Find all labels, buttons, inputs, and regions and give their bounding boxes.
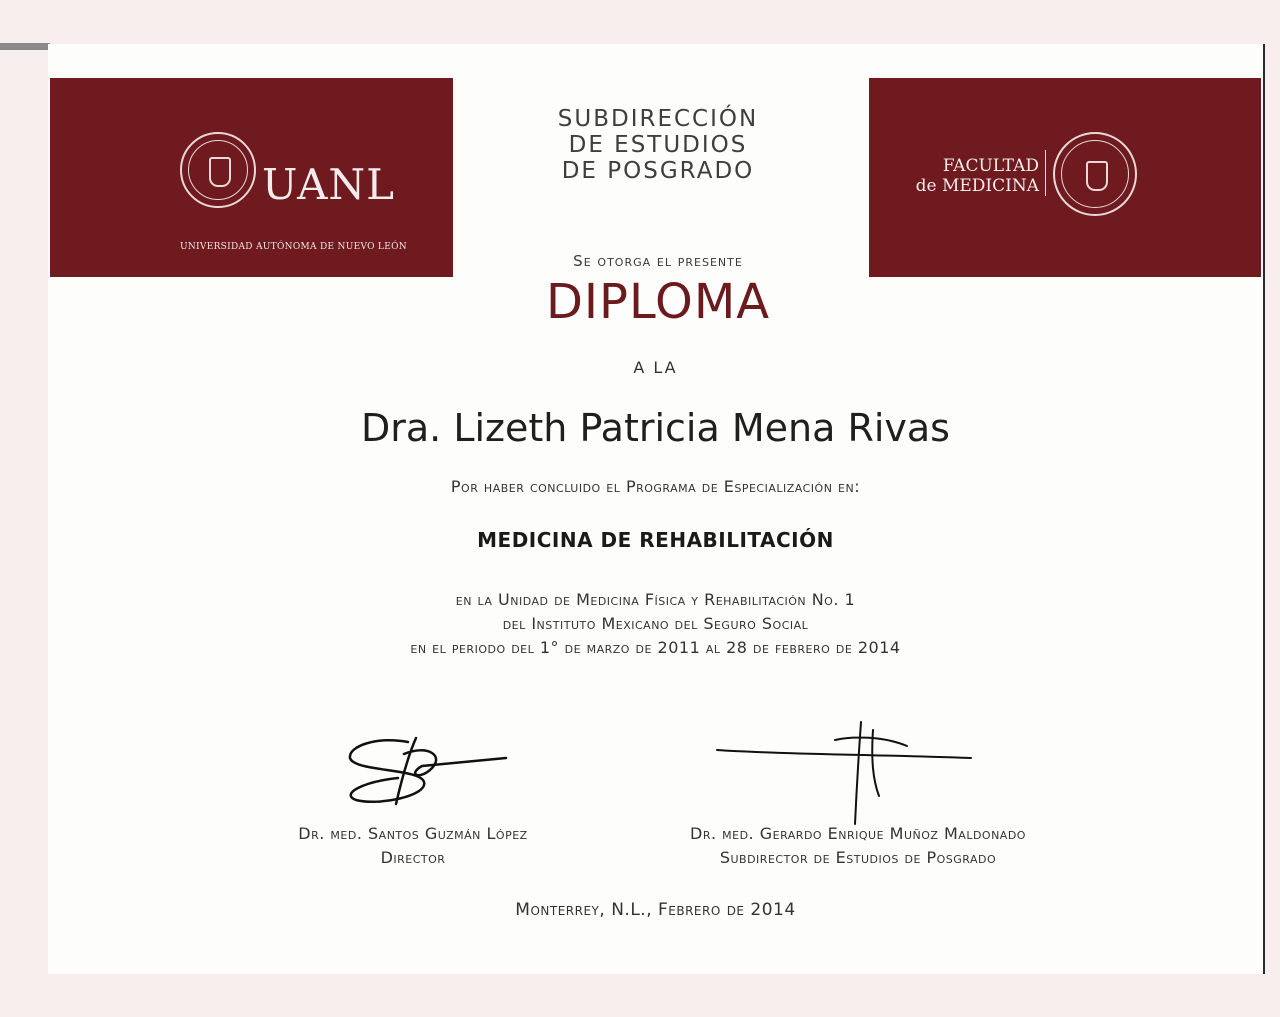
detail-line-unit: en la Unidad de Medicina Física y Rehabilitación No. 1 [455, 590, 856, 609]
uanl-seal-icon [180, 132, 256, 208]
signer-name: Dr. med. Gerardo Enrique Muñoz Maldonado [690, 824, 1026, 843]
completion-reason: Por haber concluido el Programa de Especialización en: [450, 477, 861, 496]
faculty-logo-line2: de MEDICINA [915, 176, 1039, 196]
department-title [298, 106, 1018, 184]
scan-edge-mark [0, 43, 50, 50]
recipient-prefix: A LA [633, 358, 678, 377]
detail-line-period: en el periodo del 1° de marzo de 2011 al 28 de febrero de 2014 [410, 638, 901, 657]
director-signature [338, 734, 508, 814]
signature-block-subdirector [628, 822, 1088, 870]
faculty-logo-line1: FACULTAD [942, 156, 1039, 176]
intro-text: Se otorga el presente [573, 252, 743, 270]
signer-title: Director [380, 848, 446, 867]
place-and-date: Monterrey, N.L., Febrero de 2014 [515, 900, 796, 920]
faculty-logo-divider [1045, 150, 1046, 196]
uanl-logo-text: UANL [262, 160, 396, 209]
detail-line-institute: del Instituto Mexicano del Seguro Social [502, 614, 809, 633]
program-details [48, 588, 1263, 660]
department-title-line2: DE ESTUDIOS [568, 132, 748, 158]
document-type-title: DIPLOMA [545, 274, 771, 330]
program-name: MEDICINA DE REHABILITACIÓN [477, 528, 834, 552]
department-title-line1: SUBDIRECCIÓN [557, 106, 759, 132]
faculty-seal-icon [1053, 132, 1137, 216]
signer-name: Dr. med. Santos Guzmán López [298, 824, 528, 843]
recipient-name: Dra. Lizeth Patricia Mena Rivas [361, 406, 950, 450]
department-title-line3: DE POSGRADO [561, 158, 755, 184]
uanl-logo-subtitle: UNIVERSIDAD AUTÓNOMA DE NUEVO LEÓN [180, 242, 407, 252]
signature-block-director [238, 822, 588, 870]
diploma-sheet [48, 44, 1265, 974]
subdirector-signature [713, 720, 978, 830]
signer-title: Subdirector de Estudios de Posgrado [719, 848, 997, 867]
